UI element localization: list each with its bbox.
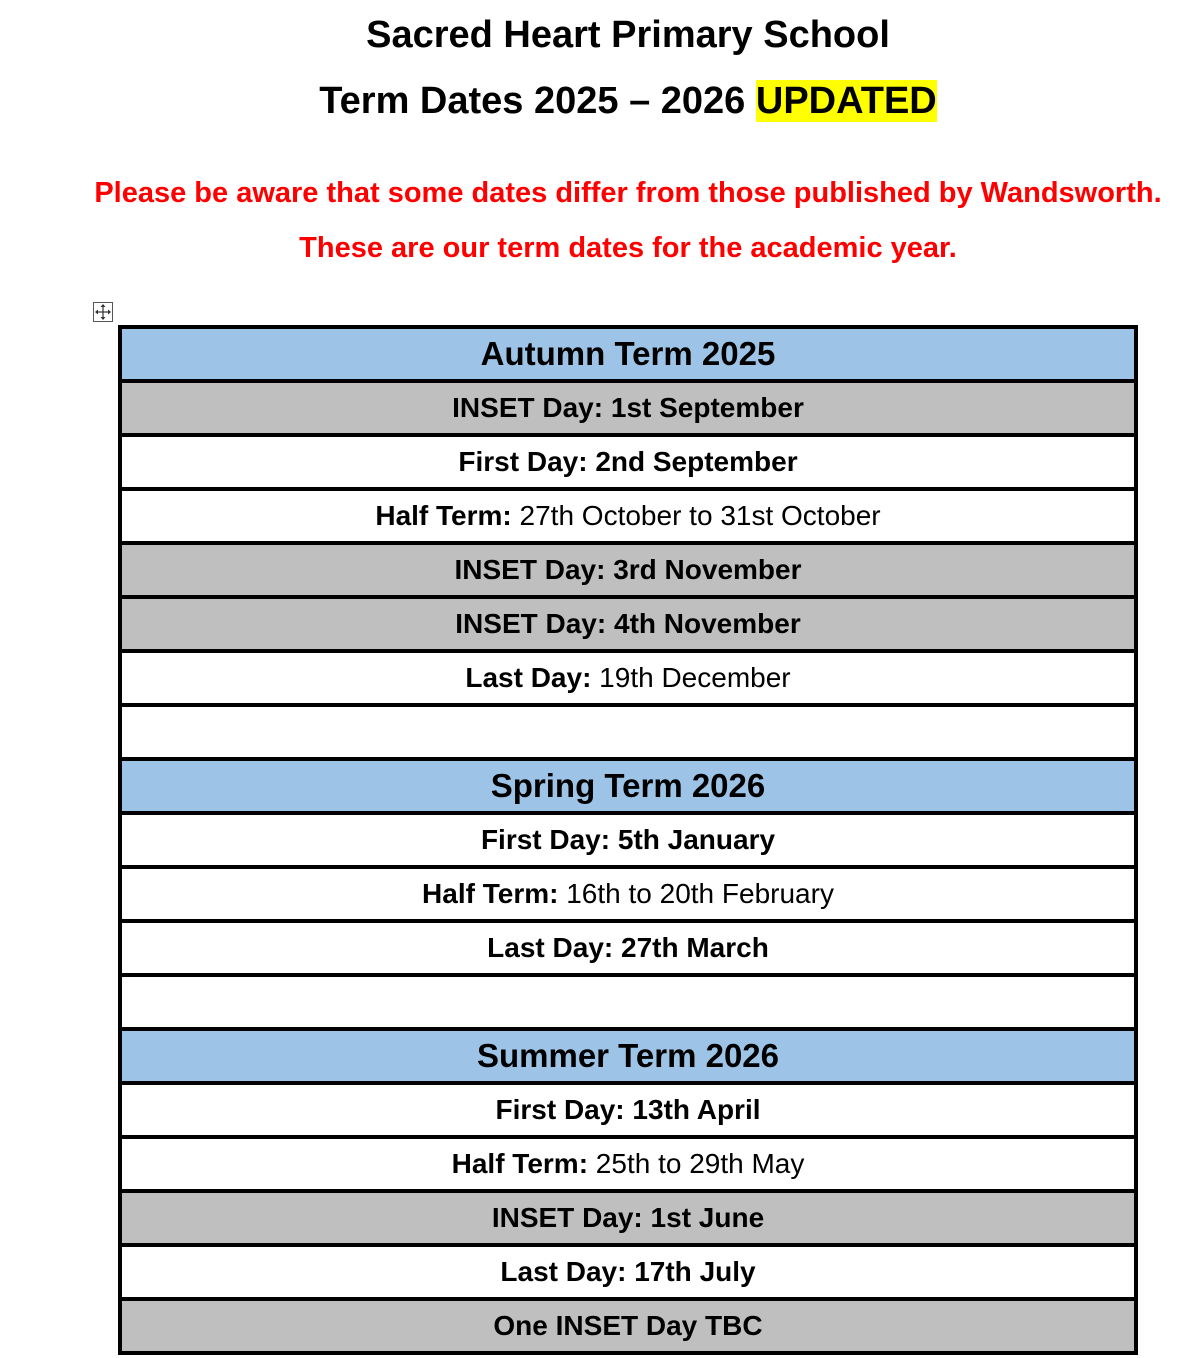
date-label: Last Day: [487, 932, 614, 963]
term-date-row [120, 543, 1136, 597]
date-value: 19th December [591, 662, 791, 693]
table-cell [120, 975, 1136, 1029]
notice-line-2: These are our term dates for the academic year. [299, 232, 957, 264]
notice-line-1: Please be aware that some dates differ from those published by Wandsworth. [94, 177, 1162, 209]
school-title: Sacred Heart Primary School [366, 14, 890, 56]
date-label: Half Term: [375, 500, 512, 531]
date-label: Last Day: [465, 662, 592, 693]
term-header-row [120, 1029, 1136, 1083]
date-label: INSET Day: [491, 1202, 643, 1233]
term-date-row [120, 813, 1136, 867]
table-cell [120, 489, 1136, 543]
table-cell [120, 867, 1136, 921]
table-cell [120, 651, 1136, 705]
term-date-row [120, 489, 1136, 543]
date-value: 25th to 29th May [588, 1148, 805, 1179]
date-value: 4th November [606, 608, 801, 639]
date-value: 27th March [613, 932, 769, 963]
table-cell [120, 1299, 1136, 1353]
term-date-row [120, 435, 1136, 489]
term-date-row [120, 381, 1136, 435]
date-value: 17th July [626, 1256, 756, 1287]
date-label: First Day: [480, 824, 611, 855]
term-date-row [120, 1083, 1136, 1137]
table-cell [120, 381, 1136, 435]
table-cell [120, 705, 1136, 759]
table-cell [120, 597, 1136, 651]
term-title: Autumn Term 2025 [480, 335, 776, 372]
table-cell [120, 1137, 1136, 1191]
date-label: INSET Day: [454, 554, 606, 585]
term-dates-table [118, 325, 1138, 1355]
term-date-row [120, 921, 1136, 975]
move-arrows-icon [94, 303, 112, 321]
term-header-row [120, 327, 1136, 381]
table-cell [120, 435, 1136, 489]
table-cell [120, 1191, 1136, 1245]
term-title: Summer Term 2026 [476, 1037, 780, 1074]
table-cell [120, 813, 1136, 867]
term-date-row [120, 1191, 1136, 1245]
table-cell [120, 1245, 1136, 1299]
date-value: 16th to 20th February [558, 878, 834, 909]
date-label: First Day: [458, 446, 588, 477]
table-move-handle[interactable] [93, 302, 113, 322]
date-label: Half Term: [451, 1148, 589, 1179]
term-header-row [120, 759, 1136, 813]
term-date-row [120, 597, 1136, 651]
spacer-row [120, 975, 1136, 1029]
updated-badge: UPDATED [755, 80, 937, 122]
term-date-row [120, 1299, 1136, 1353]
date-label: One INSET Day TBC [493, 1310, 763, 1341]
term-date-row [120, 651, 1136, 705]
date-label: Last Day: [500, 1256, 627, 1287]
table-cell [120, 543, 1136, 597]
date-value: 1st June [642, 1202, 765, 1233]
date-label: First Day: [495, 1094, 625, 1125]
term-dates-body [120, 327, 1136, 1353]
term-date-row [120, 1137, 1136, 1191]
date-value: 2nd September [587, 446, 798, 477]
table-cell [120, 759, 1136, 813]
date-label: INSET Day: [455, 608, 607, 639]
date-label: Half Term: [422, 878, 559, 909]
term-dates-title-text: Term Dates 2025 – 2026 [319, 80, 746, 122]
date-value: 13th April [624, 1094, 761, 1125]
table-cell [120, 327, 1136, 381]
spacer-row [120, 705, 1136, 759]
table-cell [120, 1029, 1136, 1083]
term-title: Spring Term 2026 [490, 767, 766, 804]
table-cell [120, 921, 1136, 975]
term-dates-title [0, 79, 1200, 123]
date-label: INSET Day: [452, 392, 604, 423]
date-value: 3rd November [605, 554, 802, 585]
term-date-row [120, 1245, 1136, 1299]
date-value: 27th October to 31st October [511, 500, 881, 531]
date-value: 5th January [610, 824, 776, 855]
term-date-row [120, 867, 1136, 921]
table-cell [120, 1083, 1136, 1137]
date-value: 1st September [603, 392, 804, 423]
